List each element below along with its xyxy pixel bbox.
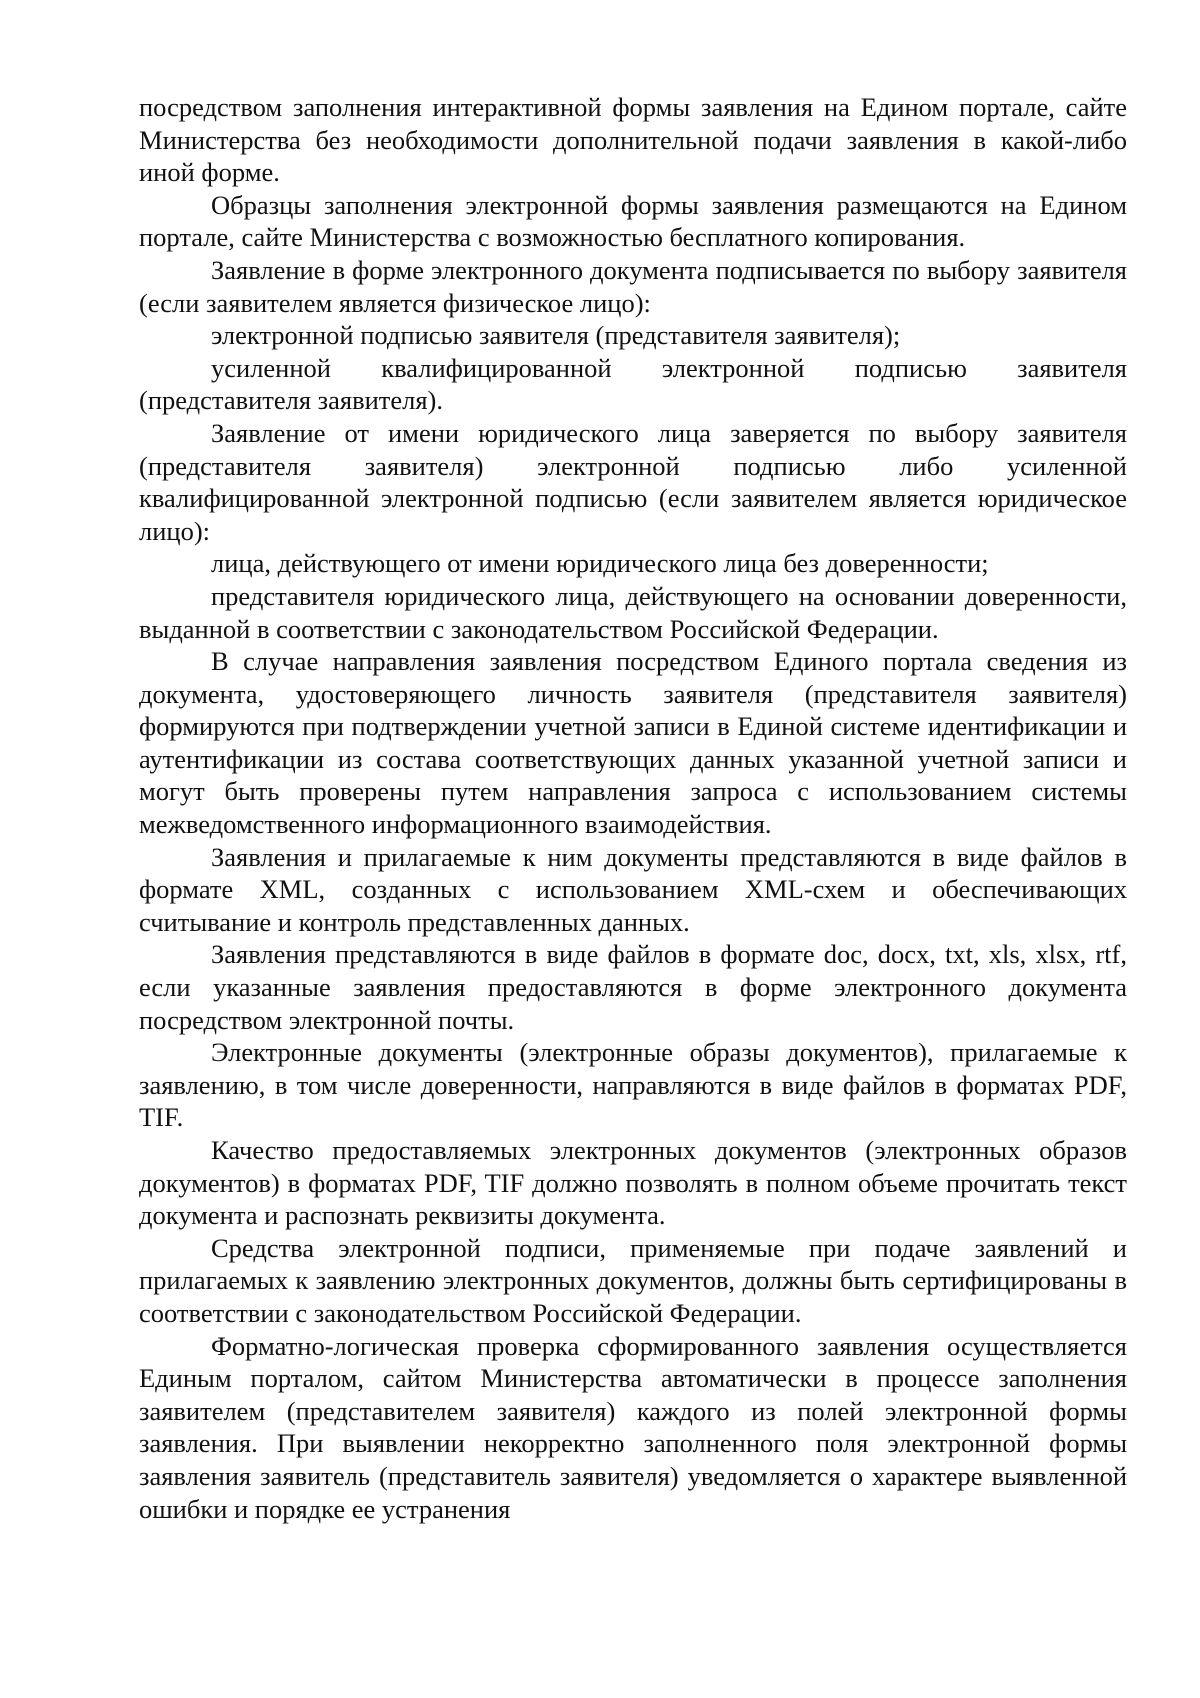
- paragraph: Заявление от имени юридического лица заверяется по выбору заявителя (представителя заявителя) электронной подписью либо усиленной квалифицированной электронной подписью (если заявителем является юридическое лицо):: [139, 417, 1127, 546]
- paragraph: Форматно-логическая проверка сформированного заявления осуществляется Единым порталом, сайтом Министерства автоматически в процессе заполнения заявителем (представителем заявителя) каждого из полей электронной формы заявления. При выявлении некорректно заполненного поля электронной формы заявления заявитель (представитель заявителя) уведомляется о характере выявленной ошибки и порядке ее устранения: [139, 1330, 1127, 1524]
- paragraph: Заявление в форме электронного документа подписывается по выбору заявителя (если заявителем является физическое лицо):: [139, 254, 1127, 318]
- paragraph: электронной подписью заявителя (представителя заявителя);: [211, 320, 901, 351]
- paragraph: Средства электронной подписи, применяемые при подаче заявлений и прилагаемых к заявлению электронных документов, должны быть сертифицированы в соответствии с законодательством Российской Федерации.: [139, 1232, 1127, 1328]
- paragraph: лица, действующего от имени юридического лица без доверенности;: [211, 548, 989, 579]
- paragraph: представителя юридического лица, действующего на основании доверенности, выданной в соответствии с законодательством Российской Федерации.: [139, 580, 1127, 644]
- paragraph: Образцы заполнения электронной формы заявления размещаются на Едином портале, сайте Министерства с возможностью бесплатного копирования.: [139, 189, 1127, 253]
- paragraph: В случае направления заявления посредством Единого портала сведения из документа, удостоверяющего личность заявителя (представителя заявителя) формируются при подтверждении учетной записи в Единой системе идентификации и аутентификации из состава соответствующих данных указанной учетной записи и могут быть проверены путем направления запроса с использованием системы межведомственного информационного взаимодействия.: [139, 646, 1127, 840]
- document-body: [139, 91, 1127, 1525]
- paragraph: Электронные документы (электронные образы документов), прилагаемые к заявлению, в том числе доверенности, направляются в виде файлов в форматах PDF, TIF.: [139, 1037, 1127, 1133]
- paragraph: Заявления представляются в виде файлов в формате doc, docx, txt, xls, xlsx, rtf, если указанные заявления предоставляются в форме электронного документа посредством электронной почты.: [139, 939, 1127, 1035]
- paragraph: усиленной квалифицированной электронной подписью заявителя (представителя заявителя).: [139, 352, 1127, 416]
- paragraph: посредством заполнения интерактивной формы заявления на Едином портале, сайте Министерства без необходимости дополнительной подачи заявления в какой-либо иной форме.: [139, 92, 1127, 188]
- paragraph: Заявления и прилагаемые к ним документы представляются в виде файлов в формате XML, созданных с использованием XML-схем и обеспечивающих считывание и контроль представленных данных.: [139, 841, 1127, 937]
- paragraph: Качество предоставляемых электронных документов (электронных образов документов) в форматах PDF, TIF должно позволять в полном объеме прочитать текст документа и распознать реквизиты документа.: [139, 1135, 1127, 1231]
